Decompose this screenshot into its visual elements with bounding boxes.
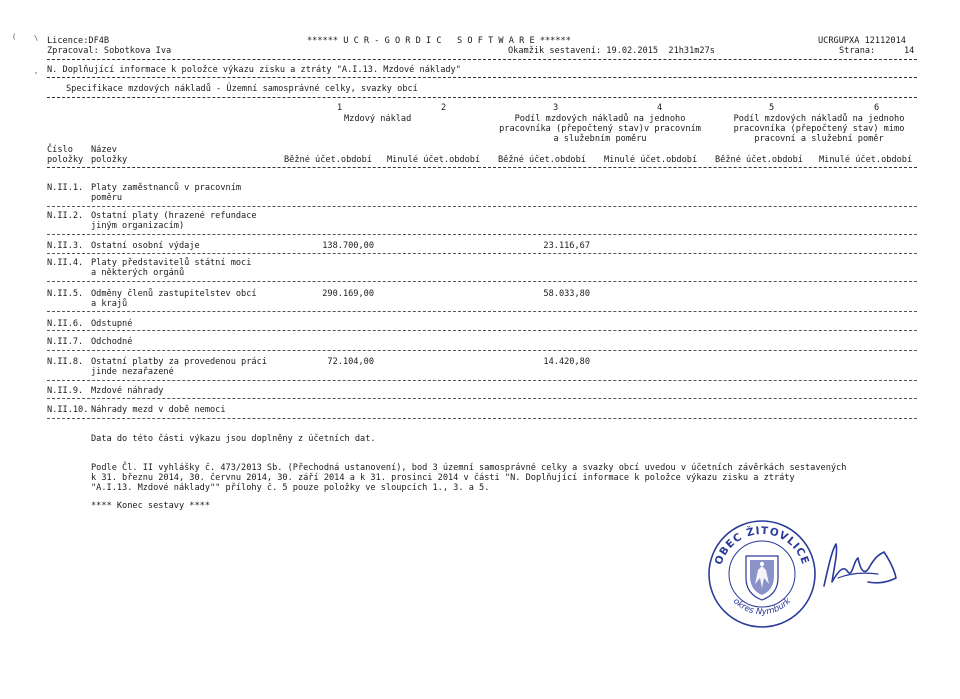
row-name: a některých orgánů [91,268,185,278]
row-code: N.II.5. [47,289,84,299]
col-group-2-line-2: pracovníka (přepočtený stav)v pracovním [499,124,701,134]
row-name: Náhrady mezd v době nemoci [91,405,226,415]
row-name: a krajů [91,299,128,309]
row-name: poměru [91,193,123,203]
subcol-3: Běžné účet.období [498,155,586,165]
row-name: Ostatní platy (hrazené refundace [91,211,257,221]
row-separator [47,311,917,312]
scan-mark: \ [34,34,39,42]
end-of-report: **** Konec sestavy **** [91,501,210,511]
row-separator [47,206,917,207]
divider [47,97,917,98]
row-separator [47,350,917,351]
row-name: Ostatní platby za provedenou práci [91,357,267,367]
row-value-col3: 23.116,67 [543,241,590,251]
row-name: Platy zaměstnanců v pracovním [91,183,242,193]
page-number: 14 [904,46,915,56]
row-value-col3: 14.420,80 [543,357,590,367]
legal-note-line-1: Podle Čl. II vyhlášky č. 473/2013 Sb. (Přechodná ustanovení), bod 3 územní samosprávné celky a svazky obcí uvedou v účetních závěrkách sestavených [91,463,847,473]
divider [47,167,917,168]
section-title: N. Doplňující informace k položce výkazu zisku a ztráty "A.I.13. Mzdové náklady" [47,65,461,75]
generated-at: Okamžik sestavení: 19.02.2015 21h31m27s [508,46,715,56]
subcol-5: Běžné účet.období [715,155,803,165]
row-code: N.II.2. [47,211,84,221]
row-separator [47,253,917,254]
divider [47,77,917,78]
prepared-by: Zpracoval: Sobotkova Iva [47,46,172,56]
row-name: Odstupné [91,319,133,329]
col-group-1-label: Mzdový náklad [344,114,412,124]
software-banner: ****** U C R - G O R D I C S O F T W A R E ****** [307,36,571,46]
row-code: N.II.9. [47,386,84,396]
row-name: jinde nezařazené [91,367,174,377]
data-source-note: Data do této části výkazu jsou doplněny z účetních dat. [91,434,376,444]
col-group-3-line-3: pracovní a služební poměr [754,134,884,144]
row-code: N.II.6. [47,319,84,329]
col-number-2: 2 [441,103,447,113]
page-label: Strana: [839,46,876,56]
header-cislo: Číslo [47,145,73,155]
row-value-col3: 58.033,80 [543,289,590,299]
col-number-1: 1 [337,103,343,113]
row-separator [47,281,917,282]
row-name: Odměny členů zastupitelstev obcí [91,289,257,299]
row-name: Mzdové náhrady [91,386,164,396]
row-code: N.II.4. [47,258,84,268]
row-separator [47,418,917,419]
row-value-col1: 138.700,00 [322,241,374,251]
col-group-3-line-1: Podíl mzdových nákladů na jednoho [733,114,905,124]
row-code: N.II.10. [47,405,89,415]
divider [47,59,917,60]
subcol-4: Minulé účet.období [604,155,698,165]
subtitle: Specifikace mzdových nákladů - Územní samosprávné celky, svazky obcí [66,84,418,94]
handwritten-signature [818,538,900,598]
row-code: N.II.1. [47,183,84,193]
col-number-4: 4 [657,103,663,113]
row-separator [47,398,917,399]
stamp-bottom-text: okres Nymburk [730,596,794,618]
report-code: UCRGUPXA 12112014 [818,36,906,46]
legal-note-line-3: "A.I.13. Mzdové náklady"" přílohy č. 5 pouze položky ve sloupcích 1., 3. a 5. [91,483,490,493]
row-name: Odchodné [91,337,133,347]
header-nazev-polozky: položky [91,155,128,165]
row-code: N.II.8. [47,357,84,367]
col-number-5: 5 [769,103,775,113]
col-number-6: 6 [874,103,880,113]
row-separator [47,330,917,331]
subcol-2: Minulé účet.období [387,155,481,165]
col-group-3-line-2: pracovníka (přepočtený stav) mimo [733,124,905,134]
stamp-top-text: OBEC ŽITOVLICE [712,524,812,567]
municipal-stamp [706,518,818,630]
licence: Licence:DF4B [47,36,110,46]
row-value-col1: 290.169,00 [322,289,374,299]
row-name: jiným organizacím) [91,221,185,231]
scan-mark: ( [12,33,17,41]
col-group-2-line-1: Podíl mzdových nákladů na jednoho [514,114,686,124]
header-nazev: Název [91,145,117,155]
row-value-col1: 72.104,00 [327,357,374,367]
col-number-3: 3 [553,103,559,113]
scan-mark: , [34,67,39,75]
row-separator [47,234,917,235]
col-group-2-line-3: a služebním poměru [553,134,647,144]
row-code: N.II.7. [47,337,84,347]
row-code: N.II.3. [47,241,84,251]
row-separator [47,380,917,381]
row-name: Ostatní osobní výdaje [91,241,200,251]
legal-note-line-2: k 31. březnu 2014, 30. červnu 2014, 30. září 2014 a k 31. prosinci 2014 v části "N. Doplňující informace k položce výkazu zisku a ztráty [91,473,795,483]
subcol-1: Běžné účet.období [284,155,372,165]
subcol-6: Minulé účet.období [819,155,913,165]
header-polozky: položky [47,155,84,165]
row-name: Platy představitelů státní moci [91,258,252,268]
